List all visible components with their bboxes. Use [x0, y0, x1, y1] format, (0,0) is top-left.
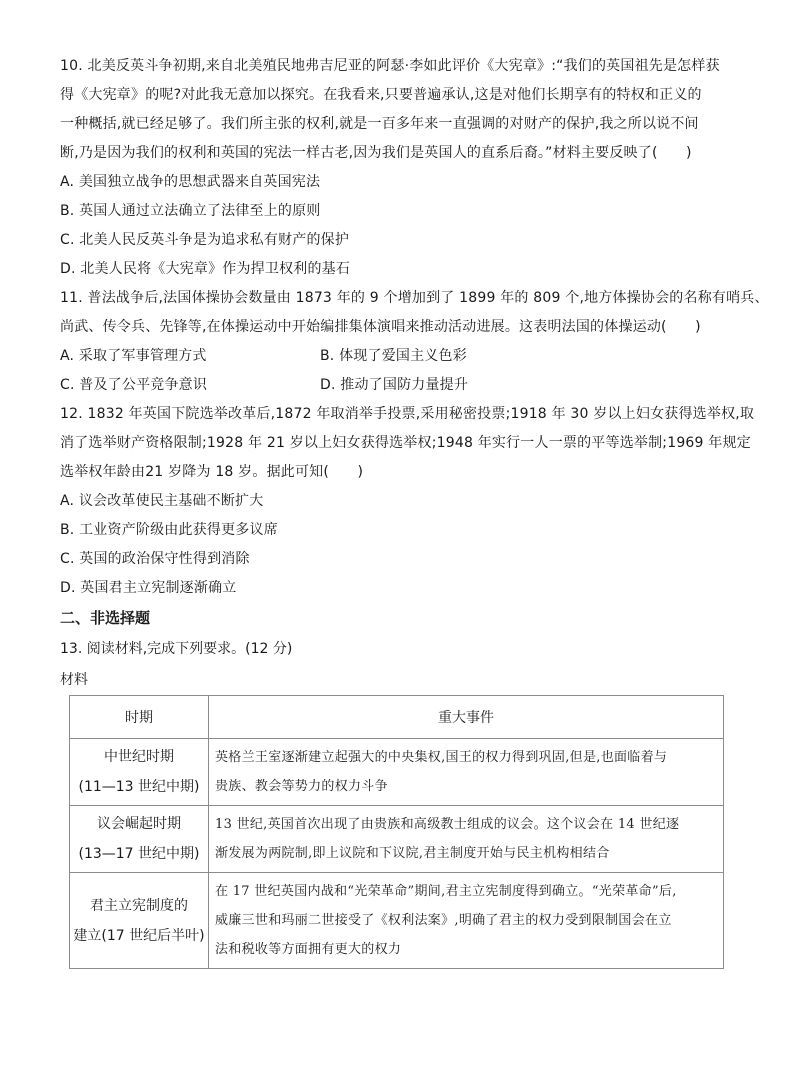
event-line: 渐发展为两院制,即上议院和下议院,君主制度开始与民主机构相结合 — [215, 846, 610, 861]
question-12-option-b: B. 工业资产阶级由此获得更多议席 — [60, 522, 278, 538]
question-10-stem-line: 得《大宪章》的呢?对此我无意加以探究。在我看来,只要普遍承认,这是对他们长期享有的特权和正义的 — [60, 87, 702, 103]
period-range: (11—13 世纪中期) — [78, 779, 200, 795]
question-12-option-d: D. 英国君主立宪制逐渐确立 — [60, 580, 237, 596]
question-10-stem-line: 一种概括,就已经足够了。我们所主张的权利,就是一百多年来一直强调的对财产的保护,我之所以说不间 — [60, 116, 699, 132]
event-line: 法和税收等方面拥有更大的权力 — [215, 942, 402, 957]
question-12-option-a: A. 议会改革使民主基础不断扩大 — [60, 493, 264, 509]
exam-page — [60, 52, 769, 696]
question-12-stem-line: 消了选举财产资格限制;1928 年 21 岁以上妇女获得选举权;1948 年实行一人一票的平等选举制;1969 年规定 — [60, 435, 751, 451]
section-title: 二、非选择题 — [60, 609, 151, 627]
question-10-option-a: A. 美国独立战争的思想武器来自英国宪法 — [60, 174, 321, 190]
period-name: 中世纪时期 — [104, 749, 174, 765]
table-period-cell — [70, 806, 209, 873]
table-event-cell — [209, 739, 724, 806]
table-period-cell — [70, 739, 209, 806]
table-row — [70, 806, 724, 873]
table-event-cell — [209, 873, 724, 969]
table-header-period: 时期 — [70, 696, 209, 739]
material-table — [69, 695, 724, 969]
table-row — [70, 739, 724, 806]
question-13-stem: 13. 阅读材料,完成下列要求。(12 分) — [60, 641, 293, 657]
period-range: 建立(17 世纪后半叶) — [73, 927, 205, 944]
question-11-stem-line: 尚武、传令兵、先锋等,在体操运动中开始编排集体演唱来推动活动进展。这表明法国的体操运动( ) — [60, 319, 701, 335]
table-header-event: 重大事件 — [209, 696, 724, 739]
question-12 — [60, 400, 760, 603]
question-11-option-b: B. 体现了爱国主义色彩 — [320, 348, 467, 364]
event-line: 贵族、教会等势力的权力斗争 — [215, 779, 388, 794]
question-10-option-d: D. 北美人民将《大宪章》作为捍卫权利的基石 — [60, 261, 351, 277]
question-11-options-row — [60, 371, 760, 400]
question-12-option-c: C. 英国的政治保守性得到消除 — [60, 551, 250, 567]
event-line: 威廉三世和玛丽二世接受了《权利法案》,明确了君主的权力受到限制国会在立 — [215, 913, 672, 928]
question-11-option-a: A. 采取了军事管理方式 — [60, 348, 207, 364]
event-line: 13 世纪,英国首次出现了由贵族和高级教士组成的议会。这个议会在 14 世纪逐 — [215, 817, 680, 832]
table-period-cell — [70, 873, 209, 969]
period-name: 君主立宪制度的 — [90, 897, 188, 914]
question-11 — [60, 284, 769, 400]
event-line: 在 17 世纪英国内战和“光荣革命”期间,君主立宪制度得到确立。“光荣革命”后, — [215, 884, 677, 899]
question-10-option-c: C. 北美人民反英斗争是为追求私有财产的保护 — [60, 232, 350, 248]
question-10 — [60, 52, 760, 284]
period-range: (13—17 世纪中期) — [78, 846, 200, 862]
question-11-options-row — [60, 342, 760, 371]
table-header-row — [70, 696, 724, 739]
question-12-stem-line: 12. 1832 年英国下院选举改革后,1872 年取消举手投票,采用秘密投票;1918 年 30 岁以上妇女获得选举权,取 — [60, 406, 755, 422]
question-10-stem-line: 10. 北美反英斗争初期,来自北美殖民地弗吉尼亚的阿瑟·李如此评价《大宪章》:“我们的英国祖先是怎样获 — [60, 58, 720, 74]
event-line: 英格兰王室逐渐建立起强大的中央集权,国王的权力得到巩固,但是,也面临着与 — [215, 750, 668, 765]
question-10-option-b: B. 英国人通过立法确立了法律至上的原则 — [60, 203, 321, 219]
material-label: 材料 — [60, 672, 88, 688]
period-name: 议会崛起时期 — [97, 816, 181, 832]
question-10-stem-line: 断,乃是因为我们的权利和英国的宪法一样古老,因为我们是英国人的直系后裔。”材料主要反映了( ) — [60, 145, 692, 161]
question-11-option-c: C. 普及了公平竞争意识 — [60, 377, 208, 393]
table-row — [70, 873, 724, 969]
question-12-stem-line: 选举权年龄由21 岁降为 18 岁。据此可知( ) — [60, 464, 364, 480]
question-11-stem-line: 11. 普法战争后,法国体操协会数量由 1873 年的 9 个增加到了 1899 年的 809 个,地方体操协会的名称有哨兵、 — [60, 290, 769, 306]
question-11-option-d: D. 推动了国防力量提升 — [320, 377, 469, 393]
table-event-cell — [209, 806, 724, 873]
